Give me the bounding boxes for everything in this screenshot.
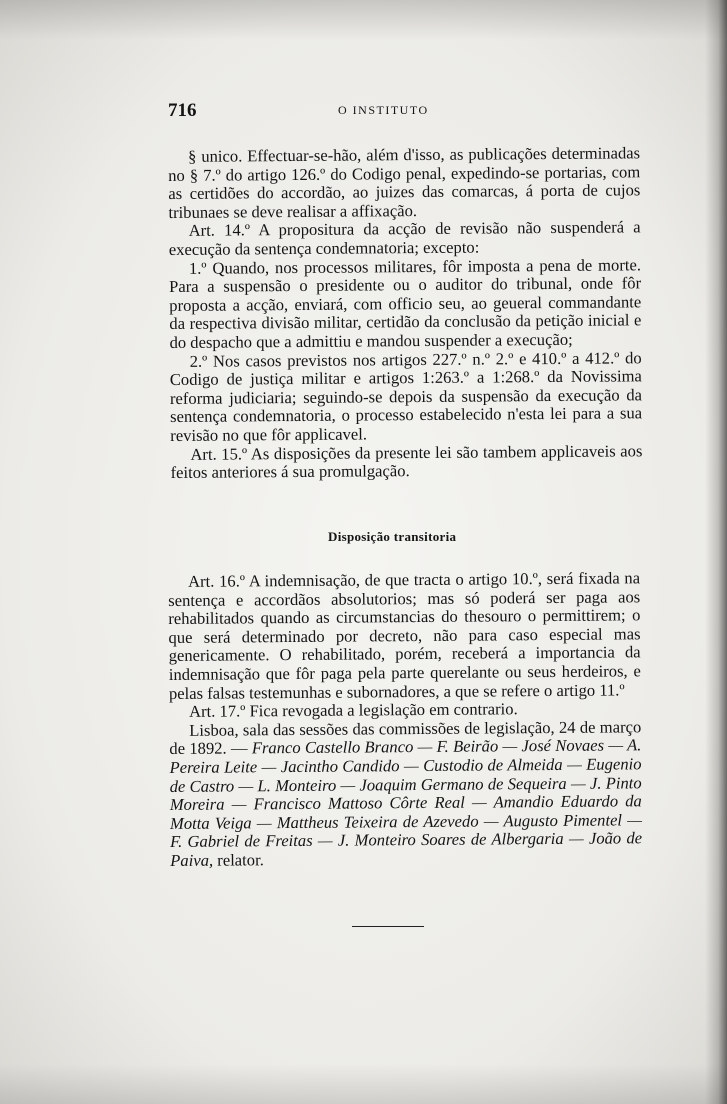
paragraph-art-16: Art. 16.º A indemnisação, de que tracta o artigo 10.º, será fixada na sentença e accordãos absolutorios; mas só poderá ser paga aos rehabilitados quando as circumstancias do thesouro o permittirem; o que será determinado por decreto, não para caso especial mas genericamente. O rehabilitado, porém, receberá a importancia da indemnisação que fôr paga pela parte querelante ou seus herdeiros, e pelas falsas testemunhas e subornadores, a que se refere o artigo 11.º bbox=[168, 568, 641, 703]
page-shadow-bottom bbox=[0, 1064, 727, 1104]
transitional-text-block bbox=[168, 569, 642, 870]
main-text-block bbox=[168, 144, 643, 482]
rapporteur-role: relator. bbox=[213, 850, 264, 870]
paragraph-sole-paragraph: § unico. Effectuar-se-hão, além d'isso, as publicações determinadas no § 7.º do artigo 126.º do Codigo penal, expedindo-se portarias, com as certidões do accordão, ao juizes das comarcas, á porta de cujos tribunaes se deve realisar a affixação. bbox=[168, 143, 641, 222]
paragraph-item-2: 2.º Nos casos previstos nos artigos 227.º n.º 2.º e 410.º a 412.º do Codigo de justiça militar e artigos 1:263.º a 1:268.º da Novissima reforma judiciaria; seguindo-se depois da suspensão da execução da sentença condemnatoria, o processo estabelecido n'esta lei para a sua revisão no que fôr applicavel. bbox=[169, 347, 643, 445]
page-shadow-right bbox=[705, 0, 727, 1104]
page-shadow-top bbox=[0, 0, 727, 40]
paragraph-item-1: 1.º Quando, nos processos militares, fôr imposta a pena de morte. Para a suspensão o presidente ou o auditor do tribunal, onde fôr proposta a acção, enviará, com officio seu, ao geueral commandante da respectiva divisão militar, certidão da conclusão da petição inicial e do despacho que a admittiu e mandou suspender a execução; bbox=[169, 254, 642, 352]
paragraph-art-15: Art. 15.º As disposições da presente lei são tambem applicaveis aos feitos anteriores á sua promulgação. bbox=[170, 440, 643, 483]
section-heading: Disposição transitoria bbox=[328, 529, 457, 544]
closing-paragraph bbox=[169, 718, 642, 870]
closing-place-date: Lisboa, sala das sessões das commissões de legislação, 24 de março de 1892. — bbox=[169, 717, 642, 759]
paragraph-art-14: Art. 14.º A propositura da acção de revisão não suspenderá a execução da sentença condemnatoria; excepto: bbox=[168, 217, 641, 259]
page-number: 716 bbox=[168, 100, 197, 121]
running-title: O INSTITUTO bbox=[338, 103, 429, 117]
end-rule bbox=[352, 926, 424, 927]
signatories: Franco Castello Branco — F. Beirão — José Novaes — A. Pereira Leite — Jacintho Candido — Custodio de Almeida — Eugenio de Castro — L. Monteiro — Joaquim Germano de Sequeira — J. Pinto Moreira — Francisco Mattoso Côrte Real — Amandio Eduardo da Motta Veiga — Mattheus Teixeira de Azevedo — Augusto Pimentel — F. Gabriel de Freitas — J. Monteiro Soares de Albergaria — João de Paiva, bbox=[169, 735, 643, 870]
paragraph-art-17: Art. 17.º Fica revogada a legislação em contrario. bbox=[189, 699, 518, 721]
